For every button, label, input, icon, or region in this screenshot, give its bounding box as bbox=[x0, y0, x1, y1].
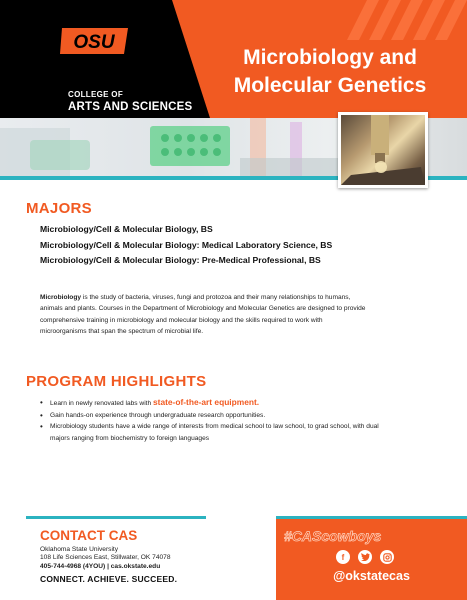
header bbox=[0, 0, 467, 118]
microscope-photo bbox=[338, 112, 428, 188]
major-item: Microbiology/Cell & Molecular Biology: Medical Laboratory Science, BS bbox=[40, 239, 333, 250]
logo-text: OSU bbox=[73, 32, 115, 53]
highlight-accent: state-of-the-art equipment. bbox=[153, 397, 260, 407]
contact-phone-web: 405-744-4968 (4YOU) | cas.okstate.edu bbox=[40, 563, 161, 570]
college-label-line1: COLLEGE OF bbox=[68, 90, 123, 99]
title-line1: Microbiology and bbox=[243, 46, 417, 69]
instagram-icon[interactable] bbox=[380, 550, 394, 564]
contact-university: Oklahoma State University bbox=[40, 546, 119, 553]
social-panel bbox=[276, 516, 467, 600]
social-icons bbox=[336, 550, 394, 564]
highlight-item bbox=[40, 397, 380, 410]
intro-paragraph bbox=[40, 292, 370, 337]
tagline: CONNECT. ACHIEVE. SUCCEED. bbox=[40, 574, 178, 584]
highlight-item: • Microbiology students have a wide range of interests from medical school to law school, to grad school, with dual majors ranging from biochemistry to foreign languages bbox=[40, 421, 380, 444]
majors-heading: MAJORS bbox=[26, 200, 92, 217]
osu-logo-icon bbox=[60, 26, 130, 56]
contact-phone[interactable]: 405-744-4968 (4YOU) bbox=[40, 563, 106, 570]
contact-heading: CONTACT CAS bbox=[40, 528, 138, 543]
hashtag: #CAScowboys bbox=[284, 528, 382, 544]
microscope-icon bbox=[341, 115, 425, 185]
highlights-heading: PROGRAM HIGHLIGHTS bbox=[26, 373, 207, 390]
intro-lead: Microbiology bbox=[40, 294, 82, 301]
footer-cyan-line bbox=[26, 516, 206, 519]
title-line2: Molecular Genetics bbox=[233, 74, 427, 97]
social-handle[interactable]: @okstatecas bbox=[333, 569, 410, 583]
diagonal-stripes-decoration bbox=[347, 0, 467, 40]
highlights-list bbox=[40, 397, 380, 444]
intro-text: is the study of bacteria, viruses, fungi and protozoa and their many relationships to humans, animals and plants. Courses in the Department of Microbiology and Molecular Genetics are designed to provide comprehensive training in microbiology and molecular biology and the skills required to work with microorganisms that span the spectrum of microbial life. bbox=[40, 294, 366, 335]
facebook-icon[interactable]: f bbox=[336, 550, 350, 564]
twitter-icon[interactable] bbox=[358, 550, 372, 564]
major-item: Microbiology/Cell & Molecular Biology: Pre-Medical Professional, BS bbox=[40, 255, 321, 265]
highlight-item: • Gain hands-on experience through undergraduate research opportunities. bbox=[40, 410, 380, 422]
social-panel-cyan-line bbox=[276, 516, 467, 519]
contact-address: 108 Life Sciences East, Stillwater, OK 74078 bbox=[40, 554, 171, 561]
page-title bbox=[200, 44, 460, 100]
contact-website-link[interactable]: cas.okstate.edu bbox=[110, 563, 161, 570]
highlight-text: Learn in newly renovated labs with bbox=[50, 400, 153, 407]
majors-list bbox=[40, 222, 332, 269]
college-label-line2: ARTS AND SCIENCES bbox=[68, 101, 193, 113]
major-item: Microbiology/Cell & Molecular Biology, BS bbox=[40, 224, 213, 234]
